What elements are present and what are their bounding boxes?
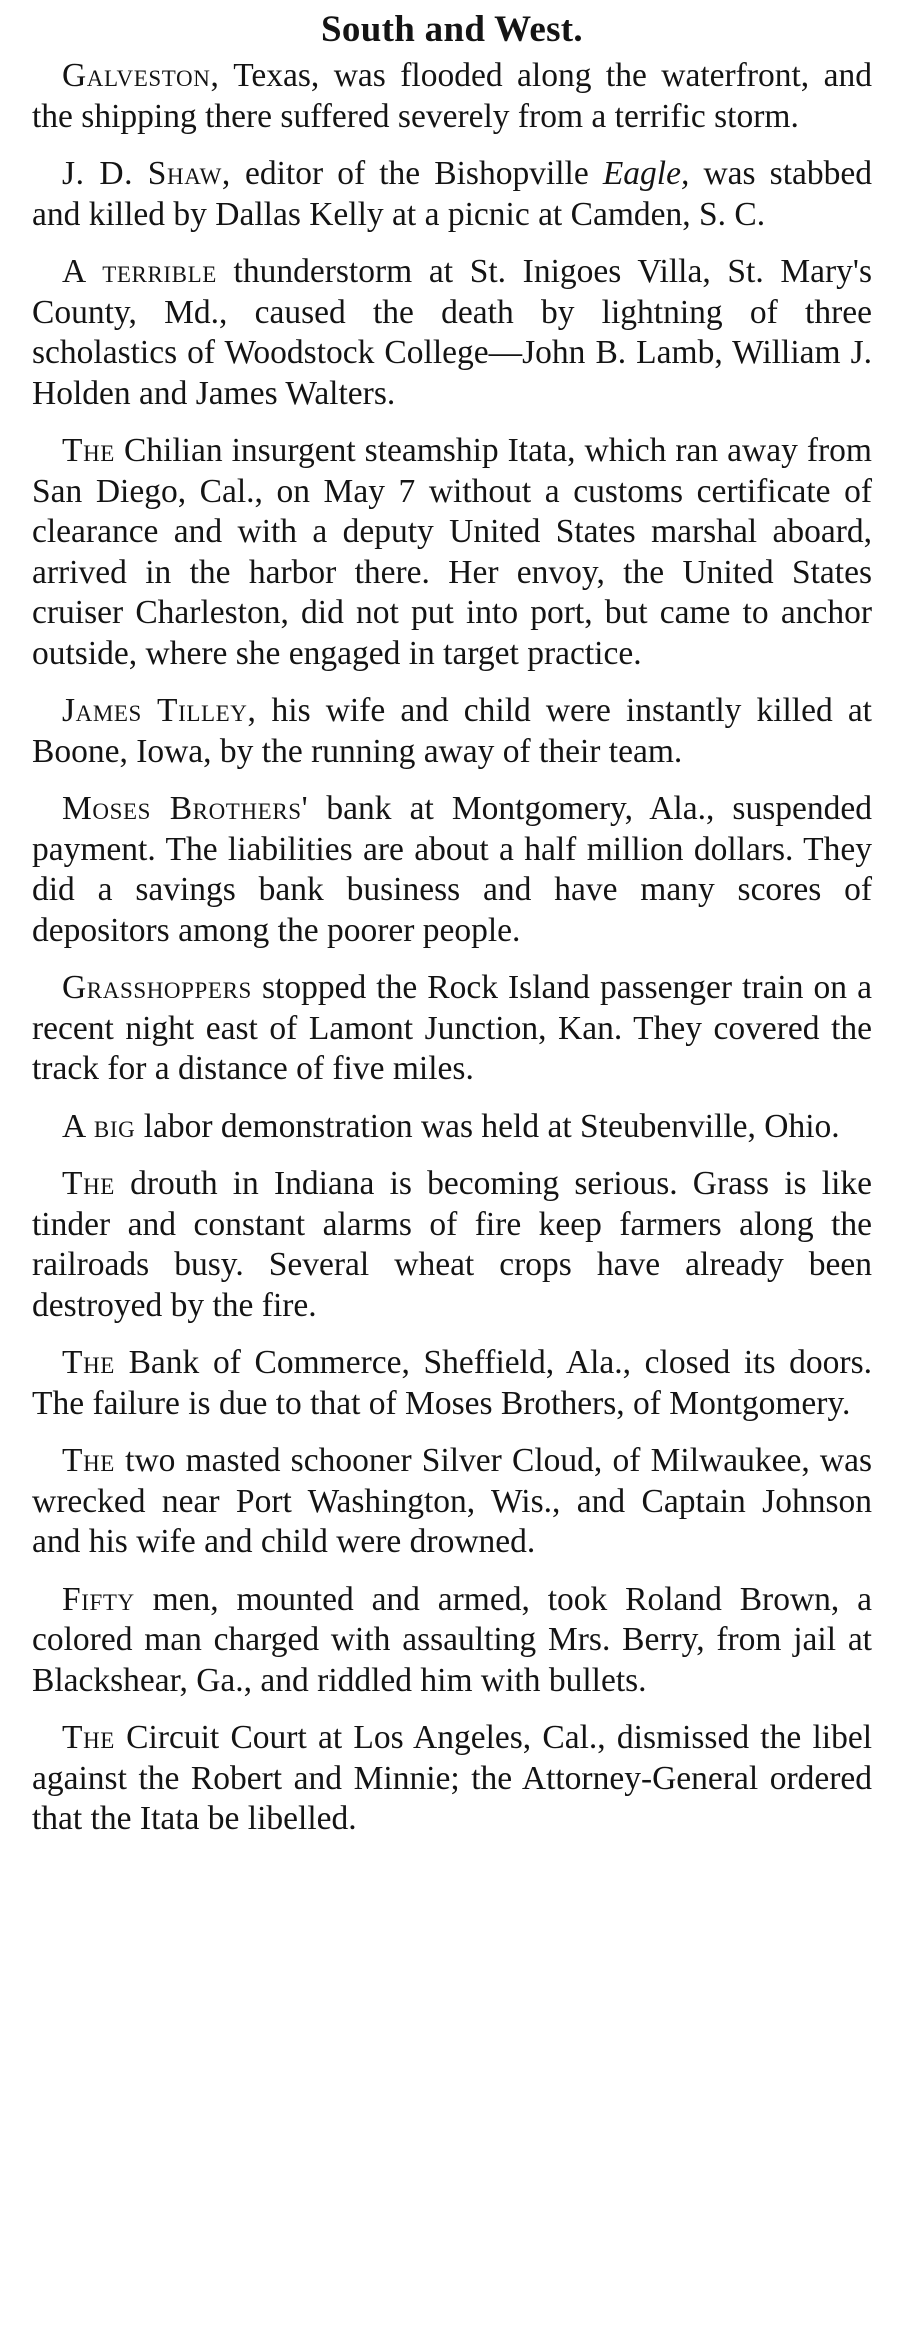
news-item-drouth bbox=[32, 1164, 872, 1343]
news-item-fifty-men bbox=[32, 1580, 872, 1719]
item-text: thunderstorm at St. Inigoes Villa, St. Mary's County, Md., caused the death by lightning of three scholastics of Woodstock College—John B. Lamb, William J. Holden and James Walters. bbox=[32, 253, 872, 412]
item-lead: The bbox=[62, 1442, 115, 1479]
item-text: Bank of Commerce, Sheffield, Ala., closed its doors. The failure is due to that of Moses Brothers, of Montgomery. bbox=[32, 1344, 872, 1422]
item-text: his wife and child were instantly killed at Boone, Iowa, by the running away of their team. bbox=[32, 692, 872, 770]
news-item-bank-of-commerce bbox=[32, 1343, 872, 1441]
item-text: Texas, was flooded along the waterfront, and the shipping there suffered severely from a terrific storm. bbox=[32, 57, 872, 135]
item-text-after: was stabbed and killed by Dallas Kelly at a picnic at Camden, S. C. bbox=[32, 155, 872, 233]
news-item-labor bbox=[32, 1107, 872, 1165]
item-lead: The bbox=[62, 1165, 115, 1202]
item-lead: J. D. Shaw, bbox=[62, 155, 231, 192]
item-text: stopped the Rock Island passenger train on a recent night east of Lamont Junction, Kan. They covered the track for a distance of five miles. bbox=[32, 969, 872, 1087]
news-item-galveston bbox=[32, 56, 872, 154]
news-item-shaw bbox=[32, 154, 872, 252]
news-item-moses-brothers bbox=[32, 789, 872, 968]
item-text: labor demonstration was held at Steubenville, Ohio. bbox=[135, 1107, 840, 1145]
news-item-grasshoppers bbox=[32, 968, 872, 1107]
item-lead: A big bbox=[62, 1107, 136, 1145]
item-lead: The bbox=[62, 1344, 115, 1381]
news-item-thunderstorm bbox=[32, 252, 872, 431]
item-lead: Grasshoppers bbox=[62, 969, 252, 1006]
item-text: drouth in Indiana is becoming serious. Grass is like tinder and constant alarms of fire keep farmers along the railroads busy. Several wheat crops have already been destroyed by the fire. bbox=[32, 1165, 872, 1324]
item-italic-title: Eagle, bbox=[602, 155, 690, 192]
news-item-tilley bbox=[32, 691, 872, 789]
item-lead: Galveston, bbox=[62, 57, 220, 94]
news-item-circuit-court bbox=[32, 1718, 872, 1857]
section-headline: South and West. bbox=[321, 9, 583, 50]
news-item-silver-cloud bbox=[32, 1441, 872, 1580]
item-lead: Fifty bbox=[62, 1580, 135, 1618]
item-lead: James Tilley, bbox=[62, 692, 257, 729]
item-lead: A terrible bbox=[62, 253, 217, 290]
item-lead: Moses Brothers' bbox=[62, 790, 309, 827]
item-text: bank at Montgomery, Ala., suspended payment. The liabilities are about a half million dollars. They did a savings bank business and have many scores of depositors among the poorer people. bbox=[32, 790, 872, 949]
item-text: Chilian insurgent steamship Itata, which ran away from San Diego, Cal., on May 7 without a customs certificate of clearance and with a deputy United States marshal aboard, arrived in the harbor there. Her envoy, the United States cruiser Charleston, did not put into port, but came to anchor outside, where she engaged in target practice. bbox=[32, 432, 872, 672]
item-text: two masted schooner Silver Cloud, of Milwaukee, was wrecked near Port Washington, Wis., and Captain Johnson and his wife and child were drowned. bbox=[32, 1442, 872, 1560]
item-text: men, mounted and armed, took Roland Brown, a colored man charged with assaulting Mrs. Berry, from jail at Blackshear, Ga., and riddled him with bullets. bbox=[32, 1580, 872, 1699]
item-text: editor of the Bishopville bbox=[230, 155, 603, 192]
item-text: Circuit Court at Los Angeles, Cal., dismissed the libel against the Robert and Minnie; the Attorney-General ordered that the Itata be libelled. bbox=[32, 1719, 872, 1837]
item-lead: The bbox=[62, 432, 115, 469]
news-item-itata bbox=[32, 431, 872, 691]
item-lead: The bbox=[62, 1719, 115, 1756]
news-column bbox=[32, 8, 872, 1857]
